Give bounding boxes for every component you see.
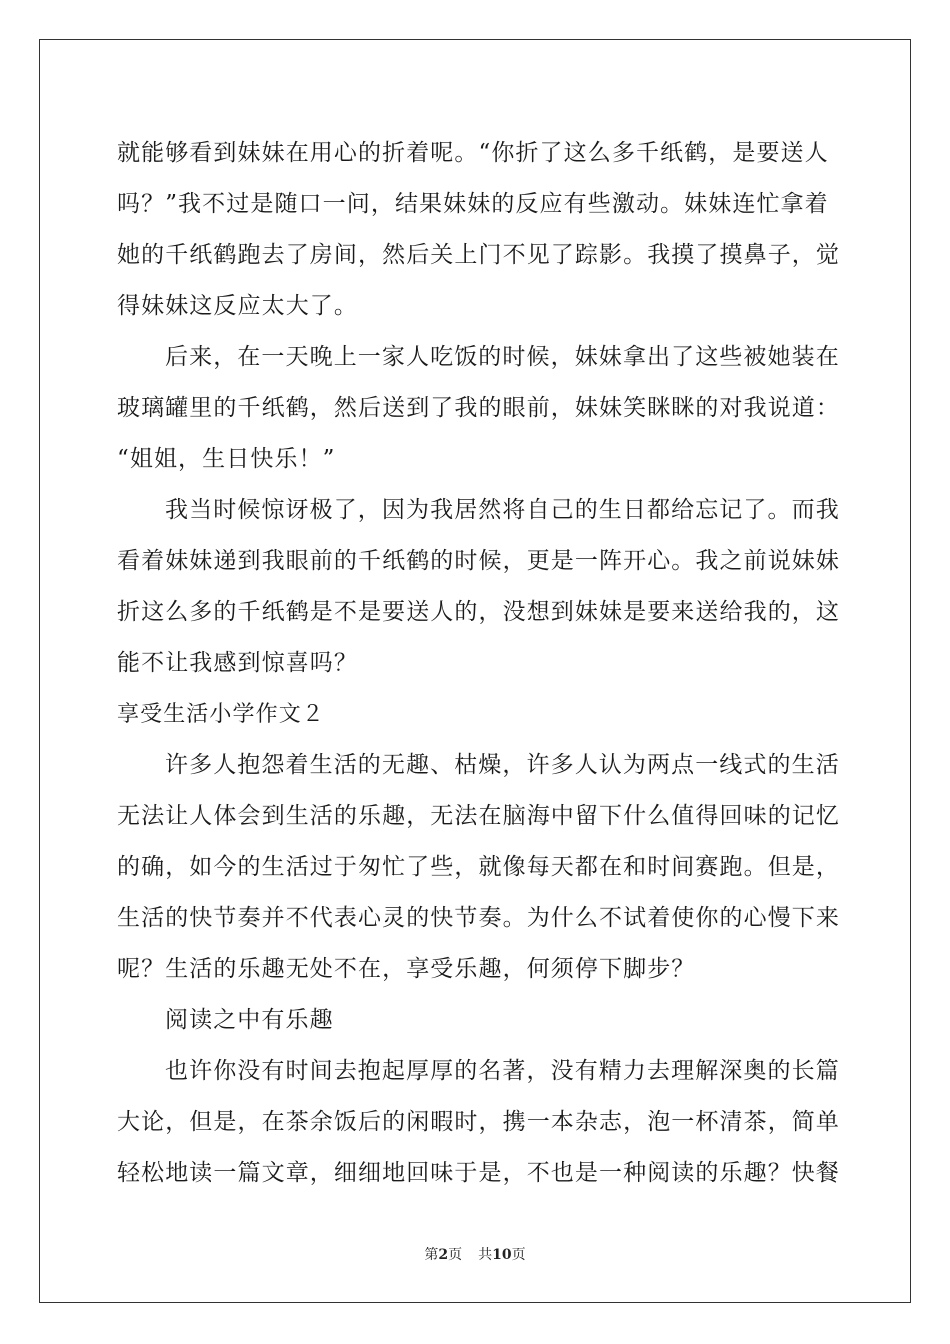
text-line: “姐姐，生日快乐！” <box>117 446 336 472</box>
text-line: 折这么多的千纸鹤是不是要送人的，没想到妹妹是要来送给我的，这 <box>117 599 840 625</box>
paragraph-first-line: 也许你没有时间去抱起厚厚的名著，没有精力去理解深奥的长篇 <box>165 1058 840 1084</box>
text-line: 得妹妹这反应太大了。 <box>117 293 358 319</box>
text-line: 她的千纸鹤跑去了房间，然后关上门不见了踪影。我摸了摸鼻子，觉 <box>117 242 840 268</box>
document-body <box>117 128 840 1199</box>
total-pages: 10 <box>492 1247 512 1263</box>
text-line: 生活的快节奏并不代表心灵的快节奏。为什么不试着使你的心慢下来 <box>117 905 840 931</box>
text-line: 无法让人体会到生活的乐趣，无法在脑海中留下什么值得回味的记忆 <box>117 803 840 829</box>
text-line: 看着妹妹递到我眼前的千纸鹤的时候，更是一阵开心。我之前说妹妹 <box>117 548 840 574</box>
text-line: 大论，但是，在茶余饭后的闲暇时，携一本杂志，泡一杯清茶，简单 <box>117 1109 840 1135</box>
page-suffix: 页 <box>448 1247 463 1263</box>
paragraph-first-line: 许多人抱怨着生活的无趣、枯燥，许多人认为两点一线式的生活 <box>165 752 840 778</box>
section-heading: 享受生活小学作文２ <box>117 702 325 727</box>
text-line: 能不让我感到惊喜吗？ <box>117 650 358 676</box>
total-suffix: 页 <box>511 1247 526 1263</box>
text-line: 的确，如今的生活过于匆忙了些，就像每天都在和时间赛跑。但是， <box>117 854 840 880</box>
text-line: 呢？生活的乐趣无处不在，享受乐趣，何须停下脚步？ <box>117 956 696 982</box>
text-line: 轻松地读一篇文章，细细地回味于是，不也是一种阅读的乐趣？快餐 <box>117 1160 840 1186</box>
page-number: 2 <box>438 1247 449 1263</box>
subheading: 阅读之中有乐趣 <box>165 1007 334 1033</box>
page-footer <box>0 1244 950 1264</box>
text-line: 就能够看到妹妹在用心的折着呢。“你折了这么多千纸鹤，是要送人 <box>117 140 829 166</box>
text-line: 吗？”我不过是随口一问，结果妹妹的反应有些激动。妹妹连忙拿着 <box>117 191 829 217</box>
text-line: 玻璃罐里的千纸鹤，然后送到了我的眼前，妹妹笑眯眯的对我说道： <box>117 395 840 421</box>
paragraph-first-line: 我当时候惊讶极了，因为我居然将自己的生日都给忘记了。而我 <box>165 497 840 523</box>
total-prefix: 共 <box>478 1247 493 1263</box>
page-prefix: 第 <box>424 1247 439 1263</box>
paragraph-first-line: 后来，在一天晚上一家人吃饭的时候，妹妹拿出了这些被她装在 <box>165 344 840 370</box>
